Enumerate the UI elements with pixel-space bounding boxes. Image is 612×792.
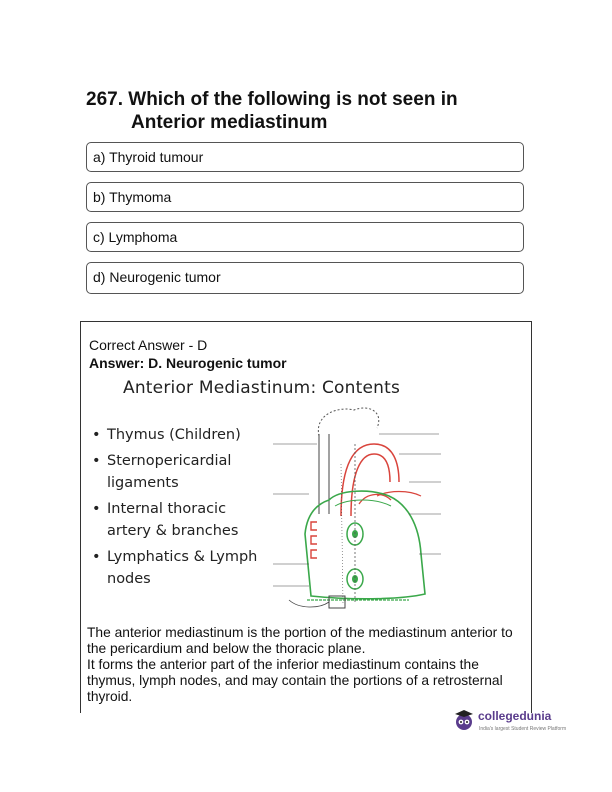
graduate-mascot-icon: [452, 708, 476, 732]
explanation-paragraph: The anterior mediastinum is the portion of the mediastinum anterior to the pericardium and below the thoracic plane.: [87, 625, 513, 656]
question-text: [86, 88, 526, 134]
bullet-item: • Lymphatics & Lymph nodes: [89, 546, 264, 591]
question-number: 267.: [86, 89, 123, 110]
answer-label: Answer: D. Neurogenic tumor: [89, 355, 287, 371]
option-c[interactable]: c) Lymphoma: [86, 222, 524, 252]
question-line-1: Which of the following is not seen in: [128, 89, 458, 110]
logo-tagline: India's largest Student Review Platform: [479, 726, 567, 732]
correct-answer: Correct Answer - D: [89, 337, 208, 353]
question-line-2: Anterior mediastinum: [131, 112, 328, 133]
answer-panel: [80, 321, 532, 713]
bullet-item: • Thymus (Children): [89, 424, 264, 447]
bullet-item: • Sternopericardial ligaments: [89, 450, 264, 495]
bullet-item: • Internal thoracic artery & branches: [89, 498, 264, 543]
option-d[interactable]: d) Neurogenic tumor: [86, 262, 524, 294]
slide-bullet-list: [89, 424, 264, 594]
explanation-text: [87, 625, 523, 705]
logo-wordmark: collegedunia: [478, 709, 552, 723]
slide-title: Anterior Mediastinum: Contents: [123, 378, 401, 398]
option-b[interactable]: b) Thymoma: [86, 182, 524, 212]
option-a[interactable]: a) Thyroid tumour: [86, 142, 524, 172]
explanation-paragraph: It forms the anterior part of the inferior mediastinum contains the thymus, lymph nodes, and may contain the portions of a retrosternal thyroid.: [87, 657, 503, 704]
explanation-slide: [89, 374, 523, 620]
mediastinum-diagram: [259, 404, 459, 609]
collegedunia-logo: [452, 706, 572, 738]
